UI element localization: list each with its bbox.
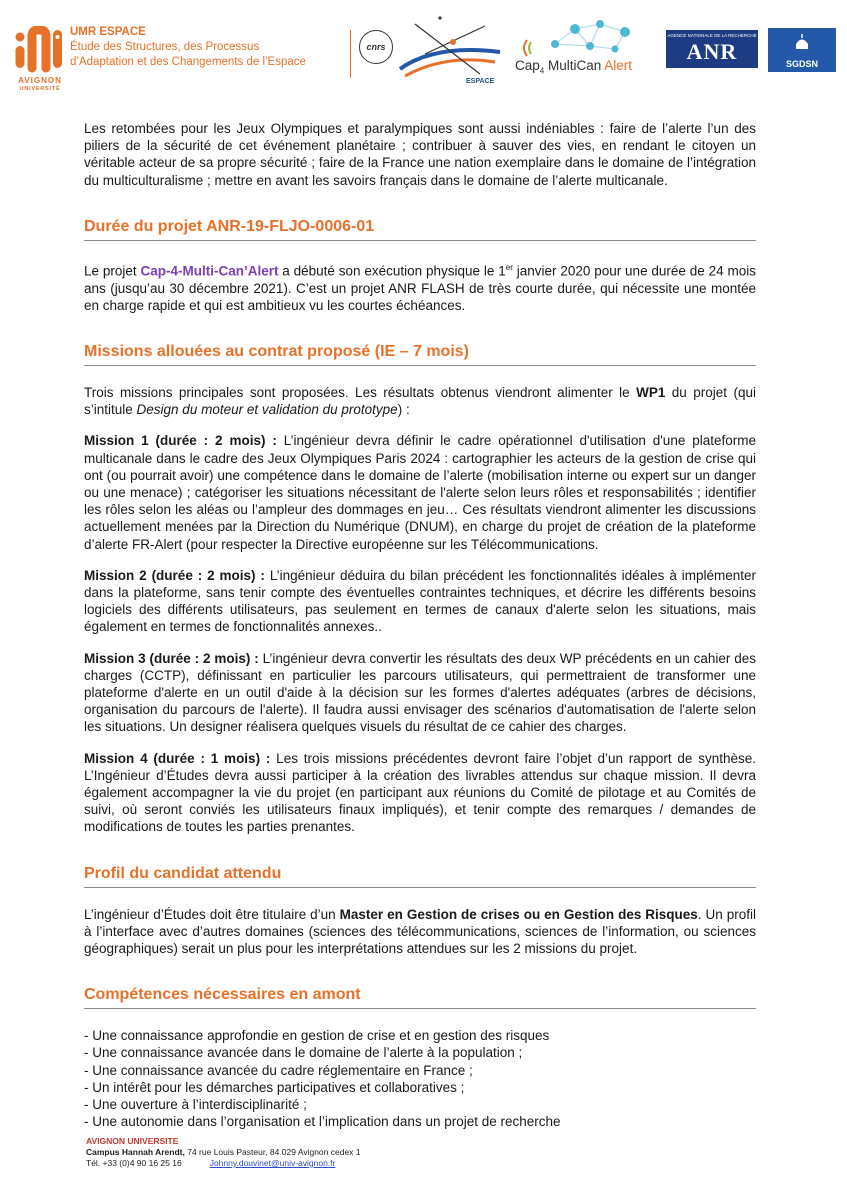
footer-email-link[interactable]: Johnny.douvinet@univ-avignon.fr [209, 1158, 336, 1168]
cap-label-sub: 4 [539, 66, 545, 76]
umr-line2: d’Adaptation et des Changements de l’Espace [70, 56, 306, 68]
mission-3-text: L’ingénieur devra convertir les résultats des deux WP précédents en un cahier des charges (CCTP), définissant en particulier les parcours utilisateurs, qui permettraient de transformer une plateforme d'alerte en un outil d'aide à la décision sur les formes d'alertes adéquates (arbres de décisions, organisation du parcours de l'alerte). Il faudra aussi envisager des scénarios d'automatisation de l'alerte selon les situations. Un designer réalisera quelques visuels du résultat de ce cahier des charges. [84, 650, 756, 735]
dome-icon [794, 34, 810, 50]
mission-1-label: Mission 1 (durée : 2 mois) : [84, 433, 277, 449]
espace-label: ESPACE [466, 78, 495, 85]
cap-label-multican: MultiCan [547, 58, 602, 73]
anr-label: ANR [686, 39, 738, 64]
missions-intro-b: du projet (qui s’intitule [84, 384, 756, 418]
list-item: - Une autonomie dans l’organisation et l’implication dans un projet de recherche [84, 1114, 561, 1130]
list-item: - Une connaissance avancée du cadre réglementaire en France ; [84, 1062, 473, 1078]
page-header [0, 0, 847, 95]
missions-intro [84, 384, 756, 418]
umr-title: UMR ESPACE [70, 26, 146, 38]
document-body [84, 120, 756, 1130]
footer-address-line [86, 1147, 361, 1158]
mission-3-label: Mission 3 (durée : 2 mois) : [84, 650, 259, 666]
profil-text-a: L’ingénieur d’Études doit être titulaire d’un [84, 906, 340, 922]
missions-intro-italic: Design du moteur et validation du prototype [136, 402, 398, 418]
profil-paragraph [84, 906, 756, 958]
mission-1-paragraph [84, 432, 756, 552]
mission-1-text: L’ingénieur devra définir le cadre opérationnel d'utilisation d'une plateforme multicanale dans le cadre des Jeux Olympiques Paris 2024 : cartographier les acteurs de la gestion de crise qui ont (ou pourrait avoir) une compétence dans le domaine de l’alerte (mobilisation interne ou expert sur un danger ou une menace) ; catégoriser les situations nécessitant de l'alerte selon leurs rôles et responsabilités ; identifier les rôles selon les aléas ou l’ampleur des dommages en jeu… Ces résultats viendront alimenter les discussions actuellement menées par la Direction du Numérique (DNUM), en charge du projet de création de la plateforme d’alerte FR-Alert (pour respecter la Directive européenne sur les Télécommunications. [84, 433, 756, 552]
footer-phone: Tél. +33 (0)4 90 16 25 16 [86, 1158, 182, 1168]
list-item: - Un intérêt pour les démarches participatives et collaboratives ; [84, 1079, 465, 1095]
profil-bold: Master en Gestion de crises ou en Gestion des Risques [339, 906, 698, 922]
missions-section-title: Missions allouées au contrat proposé (IE – 7 mois) [84, 342, 756, 366]
cnrs-logo: cnrs [359, 30, 393, 64]
avignon-universite-wordmark [10, 76, 70, 94]
duree-text-end: janvier 2020 pour une durée de 24 mois ans (jusqu’au 30 décembre 2021). C’est un projet ANR FLASH de très courte durée, qui nécessite une montée en charge rapide et qui est ambitieux vu les courtes échéances. [84, 263, 756, 313]
project-name: Cap-4-Multi-Can’Alert [140, 263, 279, 279]
anr-small-text: AGENCE NATIONALE DE LA RECHERCHE [667, 33, 757, 38]
footer-campus: Campus Hannah Arendt, [86, 1147, 185, 1157]
duree-section-title: Durée du projet ANR-19-FLJO-0006-01 [84, 217, 756, 241]
list-item: - Une ouverture à l’interdisciplinarité ; [84, 1097, 307, 1113]
mission-4-label: Mission 4 (durée : 1 mois) : [84, 750, 271, 766]
competences-list [84, 1027, 756, 1130]
mission-4-paragraph [84, 750, 756, 836]
duree-text-start: Le projet [84, 263, 141, 279]
espace-logo [395, 14, 505, 84]
mission-2-text: L’ingénieur déduira du bilan précédent les fonctionnalités idéales à implémenter dans la plateforme, sans tenir compte des éventuelles contraintes techniques, et décrire les différents besoins logiciels des différents utilisateurs, pas seulement en termes de canaux d'alerte selon les situations, mais également en termes de fonctionnalités annexes.. [84, 567, 757, 635]
missions-intro-c: ) : [397, 402, 410, 418]
footer-university: AVIGNON UNIVERSITE [86, 1136, 179, 1146]
page-footer [86, 1136, 361, 1169]
header-separator [350, 30, 351, 78]
au-name-line1: AVIGNON [18, 76, 62, 85]
umr-espace-block [70, 25, 306, 70]
list-item: - Une connaissance avancée dans le domaine de l’alerte à la population ; [84, 1045, 523, 1061]
mission-2-paragraph [84, 567, 756, 636]
competences-section-title: Compétences nécessaires en amont [84, 985, 756, 1009]
sgdsn-label: SGDSN [785, 59, 818, 69]
cap-multican-alert-wordmark [515, 58, 632, 76]
duree-text-mid: a débuté son exécution physique le 1 [278, 263, 506, 279]
duree-paragraph [84, 259, 756, 314]
au-name-line2: UNIVERSITÉ [19, 86, 61, 92]
mission-4-text: Les trois missions précédentes devront faire l’objet d’un rapport de synthèse. L’Ingénieur d’Études devra aussi participer à la création des livrables attendus sur chaque mission. Il devra également accompagner la vie du projet (en participant aux réunions du Comité de pilotage et au Comités de suivi, où seront conviés les utilisateurs finaux impliqués), et tenir compte des remarques / demandes de modifications de toutes les parties prenantes. [84, 750, 756, 835]
cap-label-cap: Cap [515, 58, 540, 73]
footer-address: 74 rue Louis Pasteur, 84 029 Avignon cedex 1 [184, 1147, 361, 1157]
cap-label-alert: Alert [604, 58, 633, 73]
missions-intro-wp: WP1 [636, 384, 666, 400]
list-item: - Une connaissance approfondie en gestion de crise et en gestion des risques [84, 1028, 550, 1044]
duree-sup: er [505, 262, 513, 272]
anr-logo [666, 30, 758, 68]
umr-line1: Étude des Structures, des Processus [70, 41, 260, 53]
intro-paragraph: Les retombées pour les Jeux Olympiques et paralympiques sont aussi indéniables : faire de l’alerte l’un des piliers de la sécurité de cet événement planétaire ; contribuer à sauver des vies, en rendant le citoyen un véritable acteur de sa propre sécurité ; faire de la France une nation exemplaire dans le domaine de l’intégration du multiculturalisme ; mettre en avant les savoirs français dans le domaine de l’alerte multicanale. [84, 121, 756, 188]
footer-contact-line [86, 1158, 361, 1169]
profil-text-b: . Un profil à l’interface avec d’autres domaines (sciences des télécommunications, sciences de l’information, ou sciences géographiques) serait un plus pour les interprétations attendues sur les 2 missions du projet. [84, 906, 757, 956]
mission-3-paragraph [84, 650, 756, 736]
mission-2-label: Mission 2 (durée : 2 mois) : [84, 567, 265, 583]
missions-intro-a: Trois missions principales sont proposées. Les résultats obtenus viendront alimenter le [84, 384, 637, 400]
sgdsn-logo [768, 28, 836, 72]
profil-section-title: Profil du candidat attendu [84, 864, 756, 888]
